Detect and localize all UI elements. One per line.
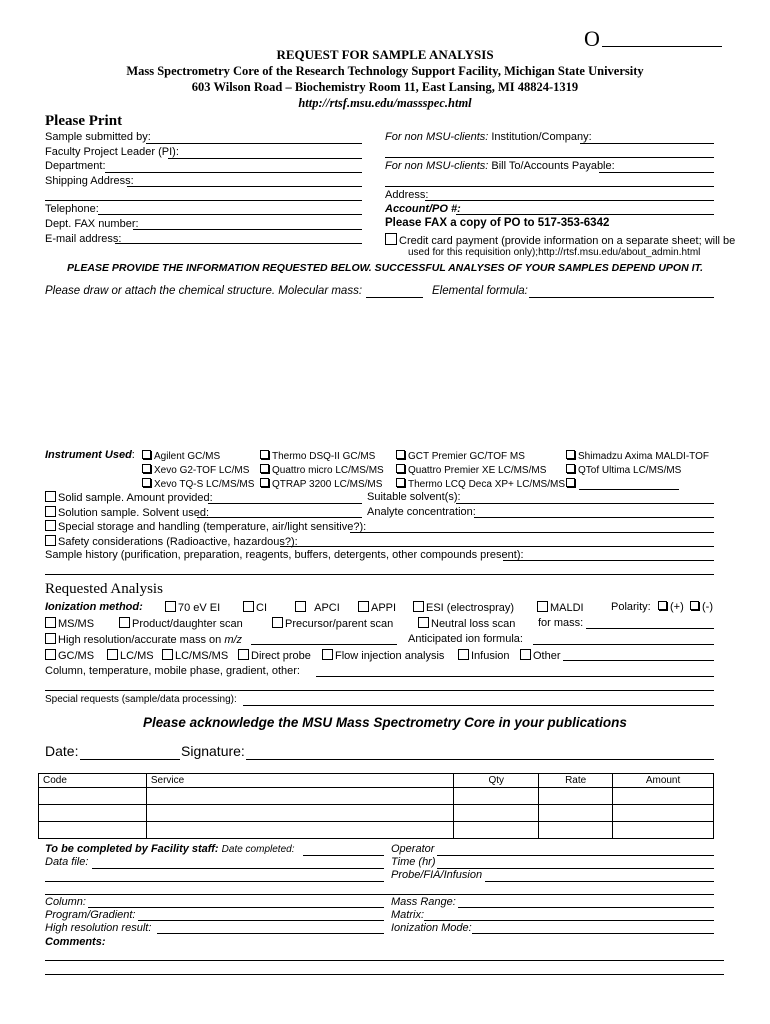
bill-to-label	[385, 160, 615, 172]
instrument-option-xevo-tqs[interactable]: Xevo TQ-S LC/MS/MS	[142, 478, 254, 490]
structure-label: Please draw or attach the chemical structure. Molecular mass:	[45, 285, 363, 297]
bill-to-field[interactable]	[599, 172, 714, 173]
high-res-result-label: High resolution result:	[45, 922, 152, 934]
account-po-label: Account/PO #:	[385, 203, 461, 215]
operator-field[interactable]	[437, 855, 714, 856]
address-field[interactable]	[425, 200, 714, 201]
faculty-pl-field[interactable]	[168, 158, 362, 159]
col-service: Service	[146, 774, 453, 788]
analyte-concentration-label: Analyte concentration:	[367, 506, 476, 518]
for-mass-label: for mass:	[538, 617, 584, 629]
solution-sample-checkbox[interactable]	[45, 506, 56, 517]
for-mass-field[interactable]	[586, 628, 714, 629]
msms-option[interactable]: MS/MS	[45, 617, 94, 630]
acknowledge-text: Please acknowledge the MSU Mass Spectrometry Core in your publications	[143, 715, 627, 730]
staff-column-field[interactable]	[88, 907, 384, 908]
signature-field[interactable]	[246, 759, 714, 760]
suitable-solvent-field[interactable]	[456, 503, 714, 504]
dept-fax-label: Dept. FAX number:	[45, 218, 139, 230]
instrument-used-text: Instrument Used	[45, 449, 132, 461]
special-storage-field[interactable]	[350, 532, 714, 533]
neutral-loss-option[interactable]: Neutral loss scan	[418, 617, 515, 630]
col-qty: Qty	[454, 774, 539, 788]
column-field-2[interactable]	[45, 690, 714, 691]
requested-analysis-heading: Requested Analysis	[45, 581, 163, 597]
mass-range-field[interactable]	[458, 907, 714, 908]
safety-option[interactable]: Safety considerations (Radioactive, hazardous?):	[45, 535, 298, 548]
instrument-used-colon: :	[131, 449, 135, 461]
method-other[interactable]: Other	[520, 649, 561, 662]
ion-option-ei[interactable]: 70 eV EI	[165, 601, 220, 614]
program-field[interactable]	[138, 920, 384, 921]
address-label: Address:	[385, 189, 429, 201]
data-file-field[interactable]	[92, 868, 384, 869]
high-res-result-field[interactable]	[157, 933, 384, 934]
matrix-field[interactable]	[424, 920, 714, 921]
ion-option-maldi[interactable]: MALDI	[537, 601, 584, 614]
solid-sample-option[interactable]: Solid sample. Amount provided:	[45, 491, 213, 504]
ion-option-appi[interactable]: APPI	[358, 601, 396, 614]
shipping-address-field[interactable]	[127, 186, 362, 187]
molecular-mass-field[interactable]	[366, 297, 423, 298]
ionization-mode-field[interactable]	[472, 933, 714, 934]
table-row[interactable]	[39, 788, 714, 805]
telephone-label: Telephone:	[45, 203, 99, 215]
institution-label-text: Institution/Company:	[488, 131, 592, 143]
probe-label: Probe/FIA/Infusion	[391, 869, 483, 881]
institution-field-2[interactable]	[385, 157, 714, 158]
instrument-option-lcq[interactable]: Thermo LCQ Deca XP+ LC/MS/MS	[396, 478, 565, 490]
facility-staff-label: To be completed by Facility staff: Date completed:	[45, 843, 295, 855]
facility-name: Mass Spectrometry Core of the Research Technology Support Facility, Michigan State University	[126, 64, 644, 78]
operator-label: Operator	[391, 843, 435, 855]
suitable-solvent-label: Suitable solvent(s):	[367, 491, 461, 503]
credit-card-text: Credit card payment (provide information on a separate sheet; will be	[399, 235, 736, 247]
ion-option-esi[interactable]: ESI (electrospray)	[413, 601, 514, 614]
form-title: REQUEST FOR SAMPLE ANALYSIS	[276, 47, 494, 62]
matrix-label: Matrix:	[391, 909, 424, 921]
date-completed-field[interactable]	[303, 855, 384, 856]
department-field[interactable]	[105, 172, 362, 173]
faculty-pl-label: Faculty Project Leader (PI):	[45, 146, 179, 158]
service-table-header	[39, 774, 714, 788]
amount-provided-field[interactable]	[208, 503, 362, 504]
notice-text: PLEASE PROVIDE THE INFORMATION REQUESTED BELOW. SUCCESSFUL ANALYSES OF YOUR SAMPLES DEPEND UPON IT.	[66, 262, 704, 274]
sample-history-field-2[interactable]	[45, 574, 714, 575]
telephone-field[interactable]	[98, 214, 362, 215]
credit-card-option[interactable]	[385, 233, 735, 247]
staff-blank-line[interactable]	[45, 894, 714, 895]
signature-label: Signature:	[181, 743, 245, 759]
method-lcmsms[interactable]: LC/MS/MS	[162, 649, 228, 662]
instrument-option-quattro-premier[interactable]: Quattro Premier XE LC/MS/MS	[396, 464, 546, 476]
special-requests-label: Special requests (sample/data processing):	[45, 694, 237, 705]
instrument-option-dsq[interactable]: Thermo DSQ-II GC/MS	[260, 450, 375, 462]
facility-address: 603 Wilson Road – Biochemistry Room 11, East Lansing, MI 48824-1319	[191, 80, 579, 94]
comments-field-2[interactable]	[45, 974, 724, 975]
credit-card-checkbox[interactable]	[385, 233, 397, 245]
product-scan-option[interactable]: Product/daughter scan	[119, 617, 243, 630]
col-rate: Rate	[539, 774, 613, 788]
instrument-option-shimadzu[interactable]: Shimadzu Axima MALDI-TOF	[566, 450, 709, 462]
instrument-option-qtof[interactable]: QTof Ultima LC/MS/MS	[566, 464, 681, 476]
email-field[interactable]	[115, 243, 362, 244]
account-po-field[interactable]	[456, 214, 714, 215]
method-direct-probe[interactable]: Direct probe	[238, 649, 311, 662]
column-label: Column, temperature, mobile phase, gradient, other:	[45, 665, 300, 677]
instrument-option-xevo-g2[interactable]: Xevo G2-TOF LC/MS	[142, 464, 249, 476]
special-requests-field[interactable]	[243, 705, 714, 706]
solution-sample-option[interactable]: Solution sample. Solvent used:	[45, 506, 209, 519]
polarity-label: Polarity:	[611, 601, 651, 613]
probe-field[interactable]	[485, 881, 714, 882]
method-flow-injection[interactable]: Flow injection analysis	[322, 649, 444, 662]
instrument-option-other[interactable]	[566, 478, 578, 490]
anticipated-formula-label: Anticipated ion formula:	[408, 633, 523, 645]
sample-submitted-field[interactable]	[146, 143, 362, 144]
high-res-option[interactable]: High resolution/accurate mass on m/z	[45, 633, 242, 646]
form-number-prefix: O	[584, 26, 600, 51]
credit-card-text-2: used for this requisition only);http://rtsf.msu.edu/about_admin.html	[408, 247, 701, 258]
structure-drawing-area[interactable]	[45, 303, 714, 443]
staff-column-label: Column:	[45, 896, 86, 908]
safety-checkbox[interactable]	[45, 535, 56, 546]
instrument-other-field[interactable]	[579, 489, 679, 490]
table-row[interactable]	[39, 822, 714, 839]
elemental-formula-field[interactable]	[529, 297, 714, 298]
sample-submitted-label: Sample submitted by:	[45, 131, 151, 143]
institution-label	[385, 131, 592, 143]
table-row[interactable]	[39, 805, 714, 822]
shipping-address-field-2[interactable]	[45, 200, 362, 201]
safety-field[interactable]	[280, 546, 714, 547]
date-field[interactable]	[80, 759, 180, 760]
special-storage-checkbox[interactable]	[45, 520, 56, 531]
bill-to-field-2[interactable]	[385, 186, 714, 187]
comments-label: Comments:	[45, 936, 106, 948]
method-other-field[interactable]	[563, 660, 714, 661]
data-file-field-2[interactable]	[45, 881, 384, 882]
anticipated-formula-field[interactable]	[533, 644, 714, 645]
method-infusion[interactable]: Infusion	[458, 649, 510, 662]
solid-sample-checkbox[interactable]	[45, 491, 56, 502]
mass-range-label: Mass Range:	[391, 896, 456, 908]
solvent-used-field[interactable]	[197, 517, 362, 518]
date-completed-label: Date completed:	[221, 844, 295, 855]
facility-url[interactable]: http://rtsf.msu.edu/massspec.html	[298, 96, 472, 110]
date-label: Date:	[45, 743, 79, 759]
time-label: Time (hr)	[391, 856, 436, 868]
data-file-label: Data file:	[45, 856, 89, 868]
ionization-mode-label: Ionization Mode:	[391, 922, 472, 934]
bill-to-label-text: Bill To/Accounts Payable:	[488, 160, 615, 172]
please-print-heading: Please Print	[45, 113, 123, 129]
instrument-option-qtrap[interactable]: QTRAP 3200 LC/MS/MS	[260, 478, 382, 490]
col-amount: Amount	[613, 774, 714, 788]
comments-field[interactable]	[45, 960, 724, 961]
institution-label-italic: For non MSU-clients:	[385, 131, 489, 143]
instrument-option-quattro-micro[interactable]: Quattro micro LC/MS/MS	[260, 464, 384, 476]
method-lcms[interactable]: LC/MS	[107, 649, 154, 662]
special-storage-option[interactable]: Special storage and handling (temperature, air/light sensitive?):	[45, 520, 366, 533]
program-label: Program/Gradient:	[45, 909, 136, 921]
service-table	[38, 773, 714, 839]
elemental-formula-label: Elemental formula:	[432, 285, 528, 297]
high-res-field[interactable]	[251, 644, 397, 645]
sample-history-label: Sample history (purification, preparation, reagents, buffers, detergents, other compounds present):	[45, 549, 524, 561]
instrument-used-label	[45, 449, 135, 461]
dept-fax-field[interactable]	[133, 229, 362, 230]
column-field[interactable]	[316, 676, 714, 677]
bill-to-label-italic: For non MSU-clients:	[385, 160, 489, 172]
method-gcms[interactable]: GC/MS	[45, 649, 94, 662]
analyte-concentration-field[interactable]	[474, 517, 714, 518]
ion-option-ci[interactable]: CI	[243, 601, 267, 614]
instrument-option-agilent[interactable]: Agilent GC/MS	[142, 450, 220, 462]
polarity-positive[interactable]: (+)	[658, 601, 684, 613]
email-label: E-mail address:	[45, 233, 122, 245]
fax-po-note: Please FAX a copy of PO to 517-353-6342	[385, 217, 610, 229]
ionization-method-label: Ionization method:	[45, 601, 143, 613]
col-code: Code	[39, 774, 147, 788]
sample-history-field[interactable]	[503, 560, 714, 561]
ion-option-apci[interactable]: APCI	[295, 601, 340, 614]
institution-field[interactable]	[580, 143, 714, 144]
department-label: Department:	[45, 160, 106, 172]
polarity-negative[interactable]: (-)	[690, 601, 713, 613]
shipping-address-label: Shipping Address:	[45, 175, 134, 187]
instrument-option-gct[interactable]: GCT Premier GC/TOF MS	[396, 450, 525, 462]
precursor-scan-option[interactable]: Precursor/parent scan	[272, 617, 393, 630]
